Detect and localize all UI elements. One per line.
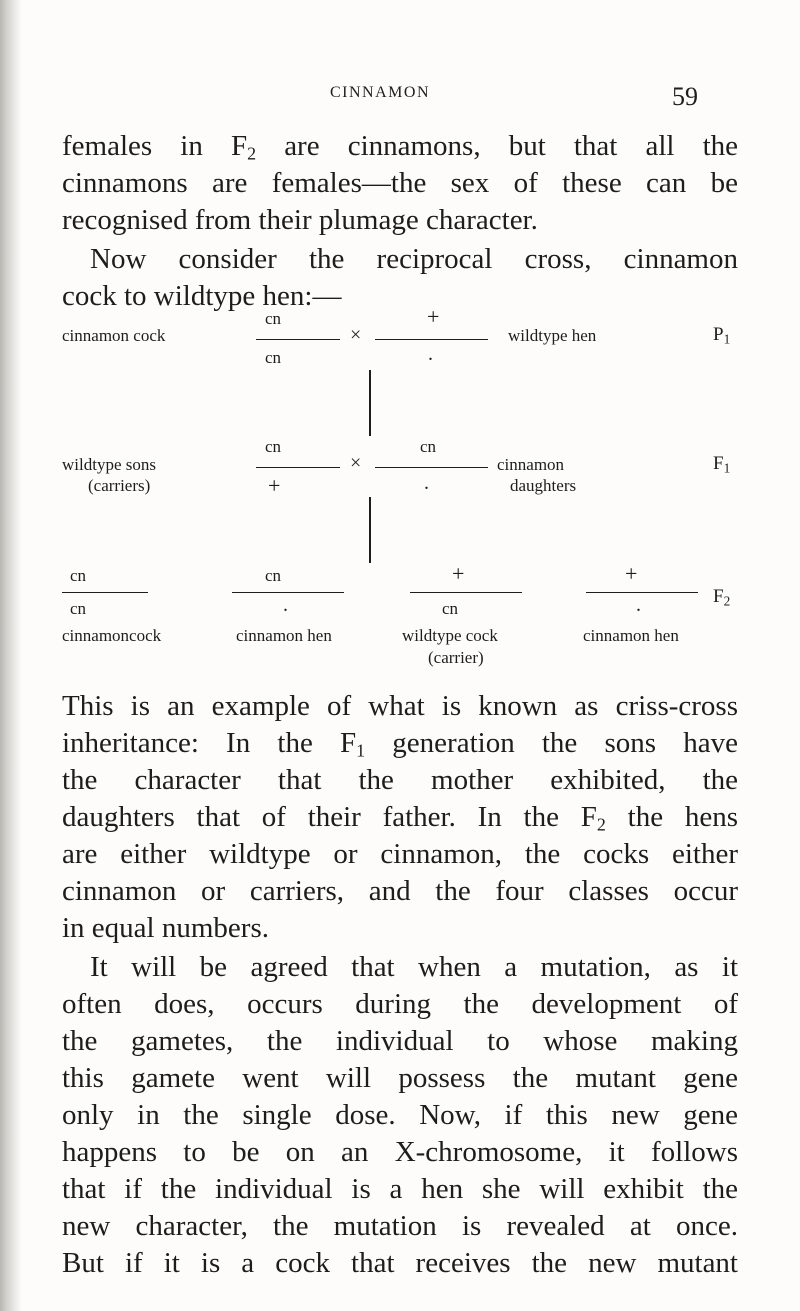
text-line: But if it is a cock that receives the new mutant [62, 1247, 738, 1279]
text-line: daughters that of their father. In the $F_2$ the hens [62, 801, 738, 835]
text-line: only in the single dose. Now, if this new gene [62, 1099, 738, 1131]
f2-class-3-fraction-bar [410, 592, 522, 593]
p1-female-label: wildtype hen [508, 326, 597, 345]
f1-cross-symbol: × [350, 452, 362, 474]
f1-male-top-allele: cn [265, 437, 282, 456]
f2-class-1-top-allele: cn [70, 566, 87, 585]
f1-generation-label: $F_1$ [713, 453, 731, 476]
running-header [0, 84, 800, 114]
text-line: the gametes, the individual to whose making [62, 1025, 738, 1057]
f2-class-4-label: cinnamon hen [583, 626, 679, 645]
text-line: recognised from their plumage character. [62, 204, 538, 236]
text-line: new character, the mutation is revealed at once. [62, 1210, 738, 1242]
text-line: This is an example of what is known as criss-cross [62, 690, 738, 722]
f2-class-1-bottom-allele: cn [70, 599, 87, 618]
p1-male-top-allele: cn [265, 309, 282, 328]
text-line: cinnamons are females—the sex of these can be [62, 167, 738, 199]
f1-female-fraction-bar [375, 467, 488, 468]
p1-male-label: cinnamon cock [62, 326, 166, 345]
paragraph-4 [62, 949, 738, 1282]
descent-line-f1-f2 [369, 497, 371, 563]
f1-female-bottom-allele: . [424, 472, 429, 494]
f2-class-4-bottom-allele: . [636, 594, 641, 616]
page-number: 59 [672, 82, 698, 111]
f2-class-2-label: cinnamon hen [236, 626, 332, 645]
text-line: are either wildtype or cinnamon, the cocks either [62, 838, 738, 870]
f2-class-1-fraction-bar [62, 592, 148, 593]
p1-female-bottom-allele: . [428, 343, 433, 365]
text-line: inheritance: In the $F_1$ generation the sons have [62, 727, 738, 761]
p1-generation-label: $P_1$ [713, 324, 731, 347]
f2-class-3-label-line-2: (carrier) [428, 648, 484, 667]
p1-cross-symbol: × [350, 324, 362, 346]
f1-male-label: wildtype sons [62, 455, 156, 474]
f2-generation-label: $F_2$ [713, 586, 731, 609]
p1-female-top-allele: + [427, 304, 440, 329]
f2-class-1-label: cinnamoncock [62, 626, 162, 645]
text-line: this gamete went will possess the mutant gene [62, 1062, 738, 1094]
text-line: happens to be on an X-chromosome, it follows [62, 1136, 738, 1168]
f2-class-3-label: wildtype cock [402, 626, 498, 645]
f1-male-bottom-allele: + [268, 473, 281, 498]
text-line: females in $F_2$ are cinnamons, but that all the [62, 130, 738, 164]
f1-male-fraction-bar [256, 467, 340, 468]
f1-male-label-line-2: (carriers) [88, 476, 151, 495]
f2-class-3-bottom-allele: cn [442, 599, 459, 618]
text-line: It will be agreed that when a mutation, as it [90, 951, 738, 983]
running-title: CINNAMON [330, 84, 430, 101]
p1-male-bottom-allele: cn [265, 348, 282, 367]
text-line: cinnamon or carriers, and the four classes occur [62, 875, 738, 907]
f2-class-2-bottom-allele: . [283, 594, 288, 616]
p1-male-fraction-bar [256, 339, 340, 340]
f1-female-top-allele: cn [420, 437, 437, 456]
f2-class-3-top-allele: + [452, 561, 465, 586]
f1-female-label: cinnamon [497, 455, 565, 474]
text-line: Now consider the reciprocal cross, cinnamon [90, 243, 738, 275]
descent-line-p1-f1 [369, 370, 371, 436]
p1-female-fraction-bar [375, 339, 488, 340]
f2-class-4-top-allele: + [625, 561, 638, 586]
f2-class-2-top-allele: cn [265, 566, 282, 585]
f1-female-label-line-2: daughters [510, 476, 577, 495]
f2-class-2-fraction-bar [232, 592, 344, 593]
text-line: the character that the mother exhibited, the [62, 764, 738, 796]
text-line: that if the individual is a hen she will exhibit the [62, 1173, 738, 1205]
text-line: cock to wildtype hen:— [62, 280, 342, 312]
page-edge-shadow [0, 0, 22, 1311]
text-line: in equal numbers. [62, 912, 269, 944]
text-line: often does, occurs during the development of [62, 988, 738, 1020]
paragraph-2 [62, 241, 738, 315]
paragraph-3 [62, 688, 738, 947]
paragraph-1 [62, 128, 738, 239]
f2-class-4-fraction-bar [586, 592, 698, 593]
